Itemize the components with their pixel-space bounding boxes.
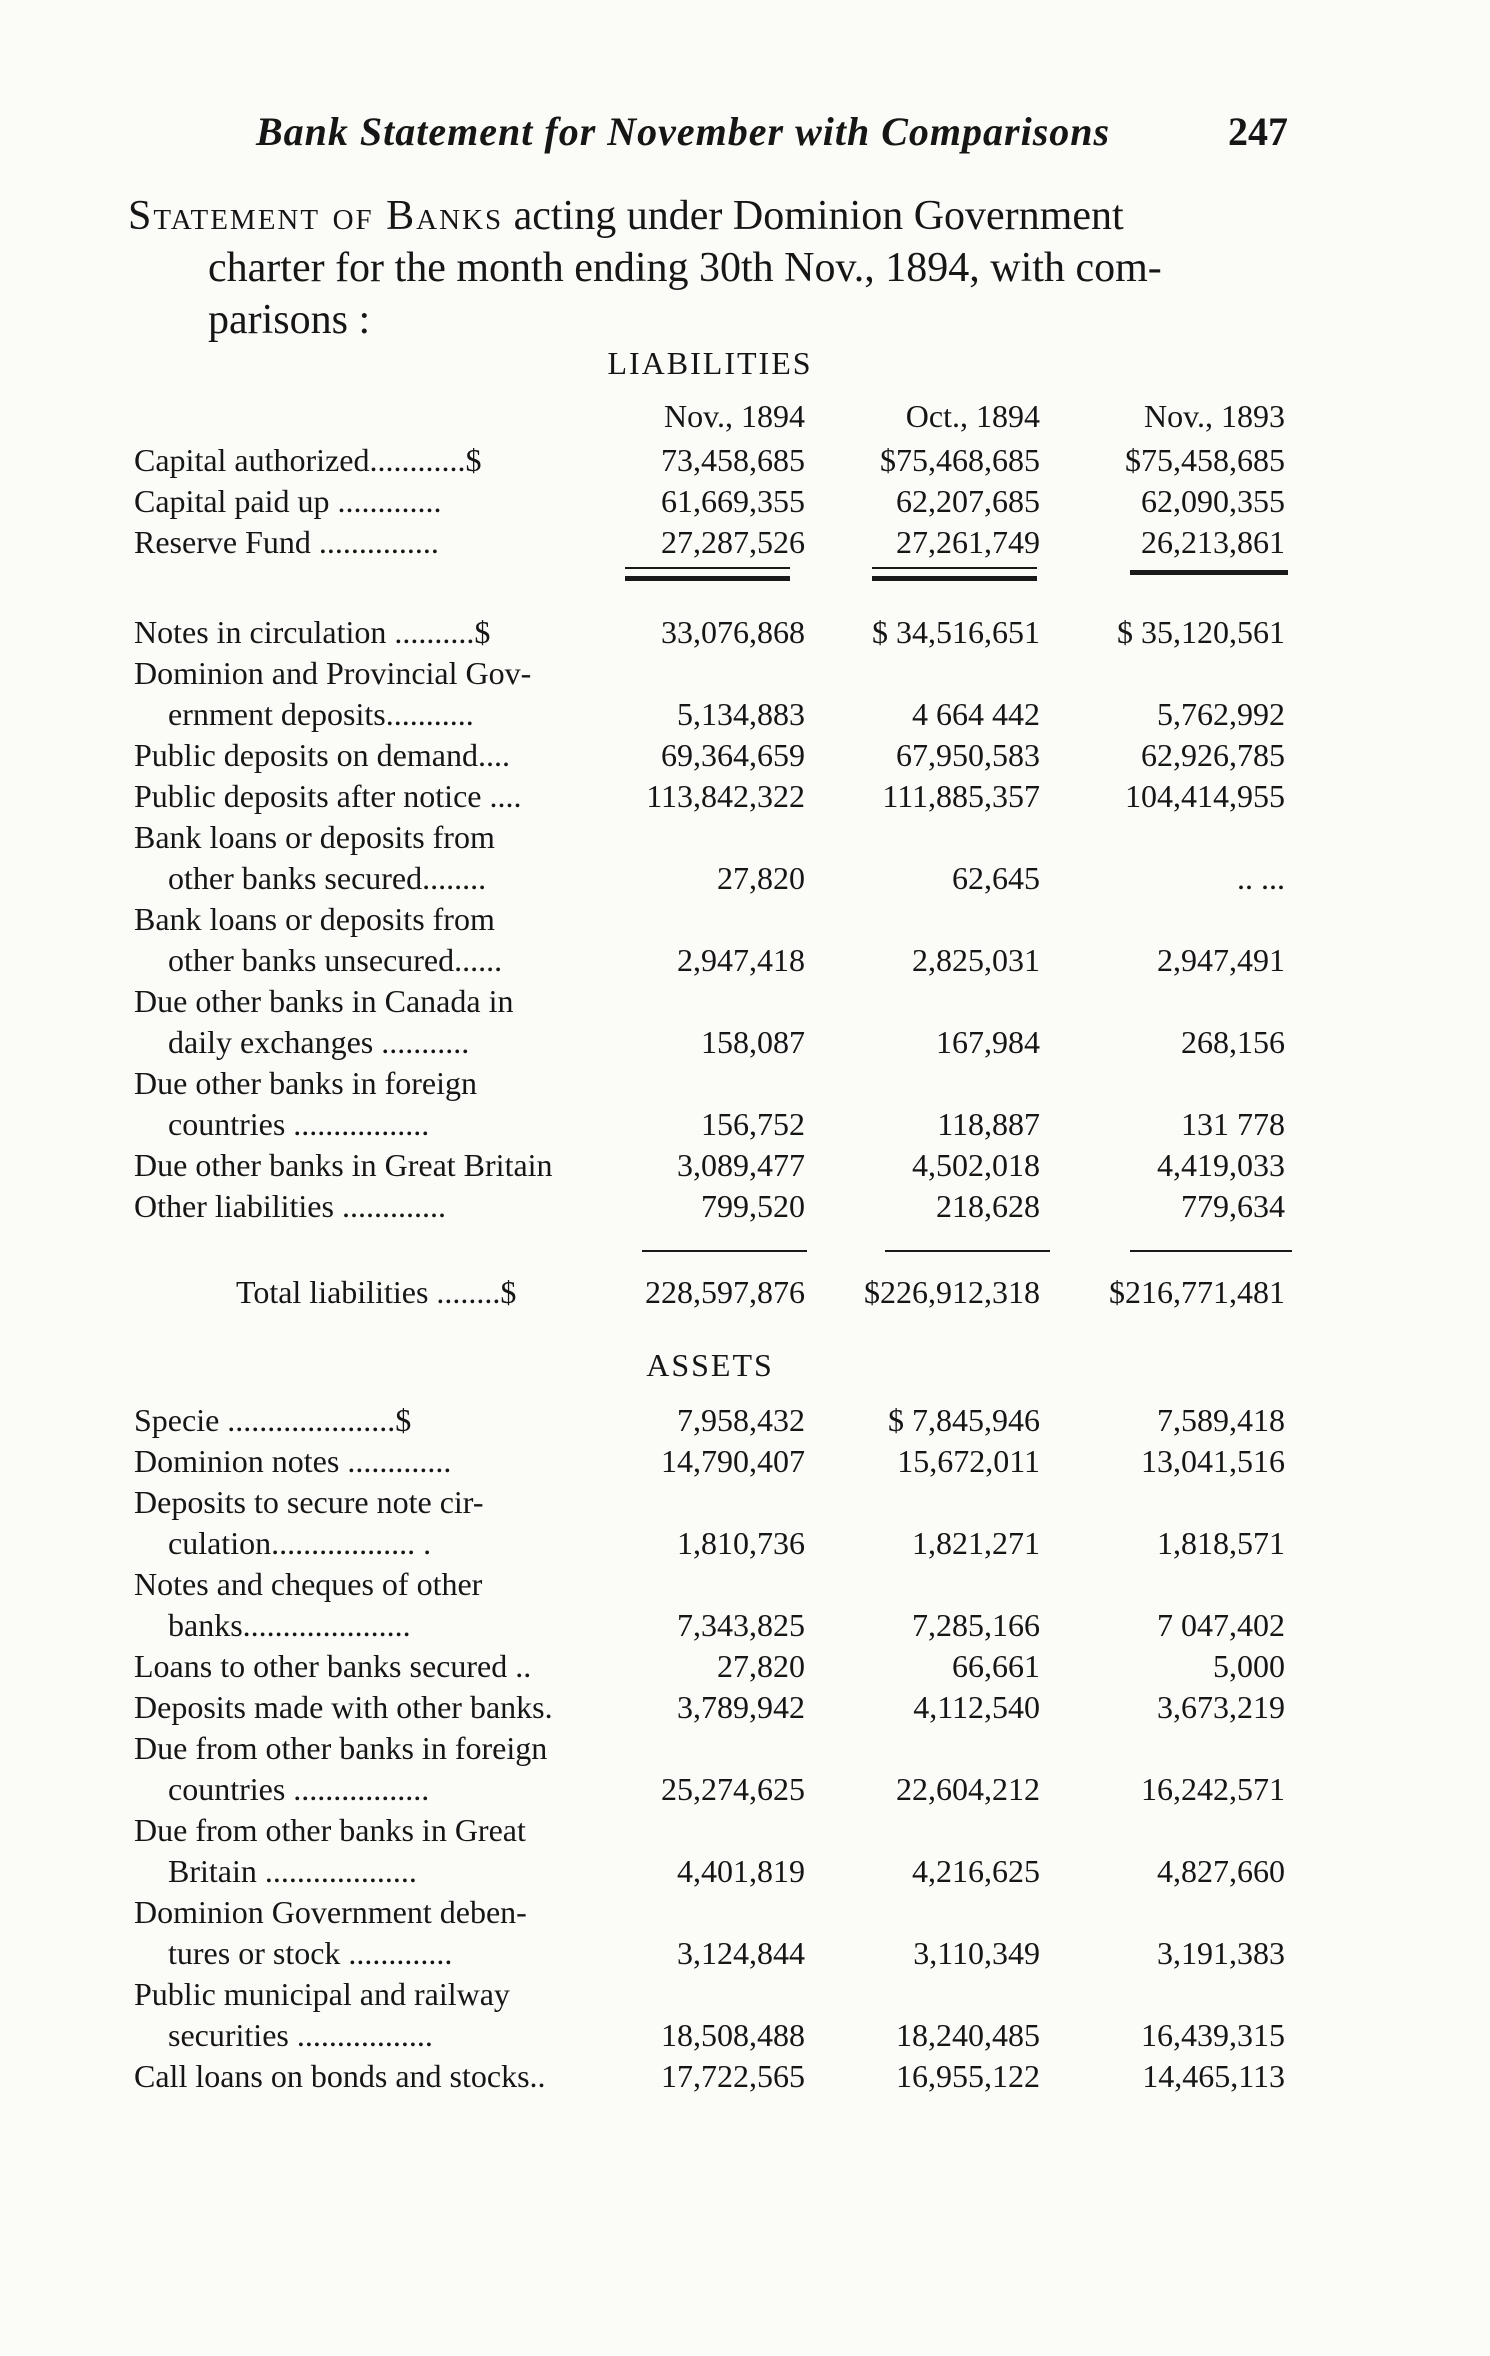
row-label — [134, 1892, 624, 1974]
cell-value: 62,645 — [952, 860, 1040, 896]
row-label — [134, 1063, 624, 1145]
assets-heading: ASSETS — [646, 1347, 774, 1383]
total-value: 228,597,876 — [645, 1274, 805, 1310]
total-value: $226,912,318 — [864, 1274, 1040, 1310]
cell-value: 26,213,861 — [1141, 524, 1285, 560]
intro-lead: Statement of Banks — [128, 193, 504, 239]
cell-value: $ 35,120,561 — [1117, 614, 1285, 650]
cell-value: 104,414,955 — [1125, 778, 1285, 814]
table-row — [0, 817, 1490, 899]
row-label — [134, 1482, 624, 1564]
cell-value: 3,089,477 — [677, 1147, 805, 1183]
column-header-nov-1893: Nov., 1893 — [1143, 398, 1285, 434]
table-row — [0, 1564, 1490, 1646]
cell-value: 14,790,407 — [661, 1443, 805, 1479]
running-title: Bank Statement for November with Comparisons — [256, 109, 1111, 154]
row-label: Deposits made with other banks. — [134, 1689, 553, 1725]
divider — [872, 567, 1037, 569]
row-label: Due other banks in Great Britain — [134, 1147, 553, 1183]
cell-value: 3,124,844 — [677, 1935, 805, 1971]
row-label-line1: Notes and cheques of other — [134, 1566, 483, 1602]
cell-value: 7,285,166 — [912, 1607, 1040, 1643]
cell-value: 1,821,271 — [912, 1525, 1040, 1561]
column-header-nov-1894: Nov., 1894 — [663, 398, 805, 434]
row-label-line2: ernment deposits........... — [168, 696, 474, 732]
row-label: Public deposits after notice .... — [134, 778, 522, 814]
cell-value: 1,810,736 — [677, 1525, 805, 1561]
page-number: 247 — [1228, 109, 1288, 154]
table-row — [0, 735, 1490, 776]
table-row — [0, 2056, 1490, 2097]
row-label: Capital authorized............$ — [134, 442, 482, 478]
table-row — [0, 1186, 1490, 1227]
cell-value: 4,419,033 — [1157, 1147, 1285, 1183]
cell-value: 5,762,992 — [1157, 696, 1285, 732]
cell-value: 2,947,491 — [1157, 942, 1285, 978]
divider — [885, 1250, 1050, 1252]
cell-value: 7,589,418 — [1157, 1402, 1285, 1438]
cell-value: 131 778 — [1181, 1106, 1285, 1142]
row-label — [134, 1810, 624, 1892]
statement-intro — [128, 190, 1288, 346]
divider — [872, 576, 1037, 581]
cell-value: $ 7,845,946 — [888, 1402, 1040, 1438]
row-label-line1: Dominion and Provincial Gov- — [134, 655, 532, 691]
total-value: $216,771,481 — [1109, 1274, 1285, 1310]
row-label — [134, 1974, 624, 2056]
table-row — [0, 899, 1490, 981]
cell-value: 167,984 — [936, 1024, 1040, 1060]
cell-value: $75,458,685 — [1125, 442, 1285, 478]
cell-value: 4,827,660 — [1157, 1853, 1285, 1889]
row-label: Notes in circulation ..........$ — [134, 614, 491, 650]
cell-value: 799,520 — [701, 1188, 805, 1224]
cell-value: 67,950,583 — [896, 737, 1040, 773]
cell-value: 7,958,432 — [677, 1402, 805, 1438]
row-label — [134, 981, 624, 1063]
cell-value: 7,343,825 — [677, 1607, 805, 1643]
page-header — [128, 108, 1288, 168]
row-label-line2: other banks secured........ — [168, 860, 487, 896]
table-row — [0, 1441, 1490, 1482]
cell-value: 61,669,355 — [661, 483, 805, 519]
cell-value: 62,207,685 — [896, 483, 1040, 519]
row-label-line1: Dominion Government deben- — [134, 1894, 527, 1930]
row-label-line2: countries ................. — [168, 1106, 430, 1142]
row-label: Dominion notes ............. — [134, 1443, 452, 1479]
cell-value: 113,842,322 — [646, 778, 805, 814]
table-row — [0, 1646, 1490, 1687]
row-label-line1: Due other banks in foreign — [134, 1065, 478, 1101]
cell-value: 268,156 — [1181, 1024, 1285, 1060]
row-label-line2: countries ................. — [168, 1771, 430, 1807]
cell-value: 2,947,418 — [677, 942, 805, 978]
cell-value: 156,752 — [701, 1106, 805, 1142]
cell-value: 13,041,516 — [1141, 1443, 1285, 1479]
row-label — [134, 1728, 624, 1810]
cell-value: 3,673,219 — [1157, 1689, 1285, 1725]
cell-value: .. ... — [1237, 860, 1285, 896]
cell-value: $75,468,685 — [880, 442, 1040, 478]
divider — [1130, 1250, 1292, 1252]
cell-value: 3,110,349 — [913, 1935, 1040, 1971]
cell-value: 111,885,357 — [882, 778, 1040, 814]
row-label: Reserve Fund ............... — [134, 524, 439, 560]
table-row — [0, 1400, 1490, 1441]
table-row — [0, 1272, 1490, 1313]
intro-line1: acting under Dominion Government — [513, 193, 1124, 239]
row-label-line1: Due from other banks in Great — [134, 1812, 526, 1848]
cell-value: 1,818,571 — [1157, 1525, 1285, 1561]
row-label: Loans to other banks secured .. — [134, 1648, 532, 1684]
liabilities-heading: LIABILITIES — [607, 345, 813, 381]
cell-value: 27,820 — [717, 1648, 805, 1684]
cell-value: 17,722,565 — [661, 2058, 805, 2094]
cell-value: 16,439,315 — [1141, 2017, 1285, 2053]
cell-value: 118,887 — [937, 1106, 1040, 1142]
table-row — [0, 1728, 1490, 1810]
assets-table — [0, 1400, 1490, 2097]
table-row — [0, 1063, 1490, 1145]
row-label-line2: banks..................... — [168, 1607, 411, 1643]
cell-value: 66,661 — [952, 1648, 1040, 1684]
row-label-line1: Deposits to secure note cir- — [134, 1484, 484, 1520]
cell-value: 33,076,868 — [661, 614, 805, 650]
cell-value: 779,634 — [1181, 1188, 1285, 1224]
cell-value: 15,672,011 — [897, 1443, 1040, 1479]
table-row — [0, 1482, 1490, 1564]
table-row — [0, 481, 1490, 522]
cell-value: 2,825,031 — [912, 942, 1040, 978]
cell-value: 3,191,383 — [1157, 1935, 1285, 1971]
cell-value: 27,287,526 — [661, 524, 805, 560]
table-row — [0, 522, 1490, 563]
total-label: Total liabilities ........$ — [236, 1274, 517, 1310]
row-label: Specie .....................$ — [134, 1402, 412, 1438]
row-label-line1: Due other banks in Canada in — [134, 983, 514, 1019]
row-label: Other liabilities ............. — [134, 1188, 446, 1224]
cell-value: 14,465,113 — [1142, 2058, 1285, 2094]
cell-value: 62,926,785 — [1141, 737, 1285, 773]
cell-value: 27,261,749 — [896, 524, 1040, 560]
total-liabilities — [0, 1272, 1490, 1313]
cell-value: 3,789,942 — [677, 1689, 805, 1725]
cell-value: 16,955,122 — [896, 2058, 1040, 2094]
cell-value: 7 047,402 — [1157, 1607, 1285, 1643]
row-label-line1: Public municipal and railway — [134, 1976, 510, 2012]
row-label — [134, 817, 624, 899]
cell-value: 22,604,212 — [896, 1771, 1040, 1807]
table-row — [0, 1145, 1490, 1186]
row-label — [134, 1564, 624, 1646]
row-label-line2: other banks unsecured...... — [168, 942, 503, 978]
divider — [642, 1250, 807, 1252]
cell-value: 18,240,485 — [896, 2017, 1040, 2053]
cell-value: 4,502,018 — [912, 1147, 1040, 1183]
column-header-oct-1894: Oct., 1894 — [905, 398, 1040, 434]
cell-value: 4,216,625 — [912, 1853, 1040, 1889]
divider — [1130, 570, 1288, 575]
cell-value: 4,401,819 — [677, 1853, 805, 1889]
cell-value: 158,087 — [701, 1024, 805, 1060]
cell-value: $ 34,516,651 — [872, 614, 1040, 650]
row-label-line2: securities ................. — [168, 2017, 433, 2053]
intro-line2: charter for the month ending 30th Nov., 1894, with com- — [208, 245, 1162, 291]
cell-value: 16,242,571 — [1141, 1771, 1285, 1807]
cell-value: 5,134,883 — [677, 696, 805, 732]
intro-line3: parisons : — [208, 297, 371, 343]
row-label-line1: Bank loans or deposits from — [134, 901, 495, 937]
row-label: Public deposits on demand.... — [134, 737, 510, 773]
table-row — [0, 1687, 1490, 1728]
cell-value: 5,000 — [1213, 1648, 1285, 1684]
divider — [625, 576, 790, 581]
table-row — [0, 653, 1490, 735]
capital-table — [0, 440, 1490, 563]
cell-value: 4 664 442 — [912, 696, 1040, 732]
row-label-line2: Britain ................... — [168, 1853, 417, 1889]
row-label-line2: daily exchanges ........... — [168, 1024, 470, 1060]
divider — [625, 567, 790, 569]
table-row — [0, 981, 1490, 1063]
cell-value: 73,458,685 — [661, 442, 805, 478]
cell-value: 62,090,355 — [1141, 483, 1285, 519]
row-label-line1: Due from other banks in foreign — [134, 1730, 548, 1766]
cell-value: 25,274,625 — [661, 1771, 805, 1807]
row-label-line2: culation.................. . — [168, 1525, 432, 1561]
table-row — [0, 612, 1490, 653]
row-label-line1: Bank loans or deposits from — [134, 819, 495, 855]
table-row — [0, 1974, 1490, 2056]
table-row — [0, 776, 1490, 817]
cell-value: 4,112,540 — [913, 1689, 1040, 1725]
table-row — [0, 1810, 1490, 1892]
row-label: Capital paid up ............. — [134, 483, 442, 519]
column-headers — [0, 398, 1490, 438]
row-label — [134, 899, 624, 981]
liabilities-table — [0, 612, 1490, 1227]
table-row — [0, 440, 1490, 481]
table-row — [0, 1892, 1490, 1974]
cell-value: 69,364,659 — [661, 737, 805, 773]
row-label — [134, 653, 624, 735]
row-label-line2: tures or stock ............. — [168, 1935, 453, 1971]
row-label: Call loans on bonds and stocks.. — [134, 2058, 546, 2094]
cell-value: 218,628 — [936, 1188, 1040, 1224]
cell-value: 18,508,488 — [661, 2017, 805, 2053]
cell-value: 27,820 — [717, 860, 805, 896]
